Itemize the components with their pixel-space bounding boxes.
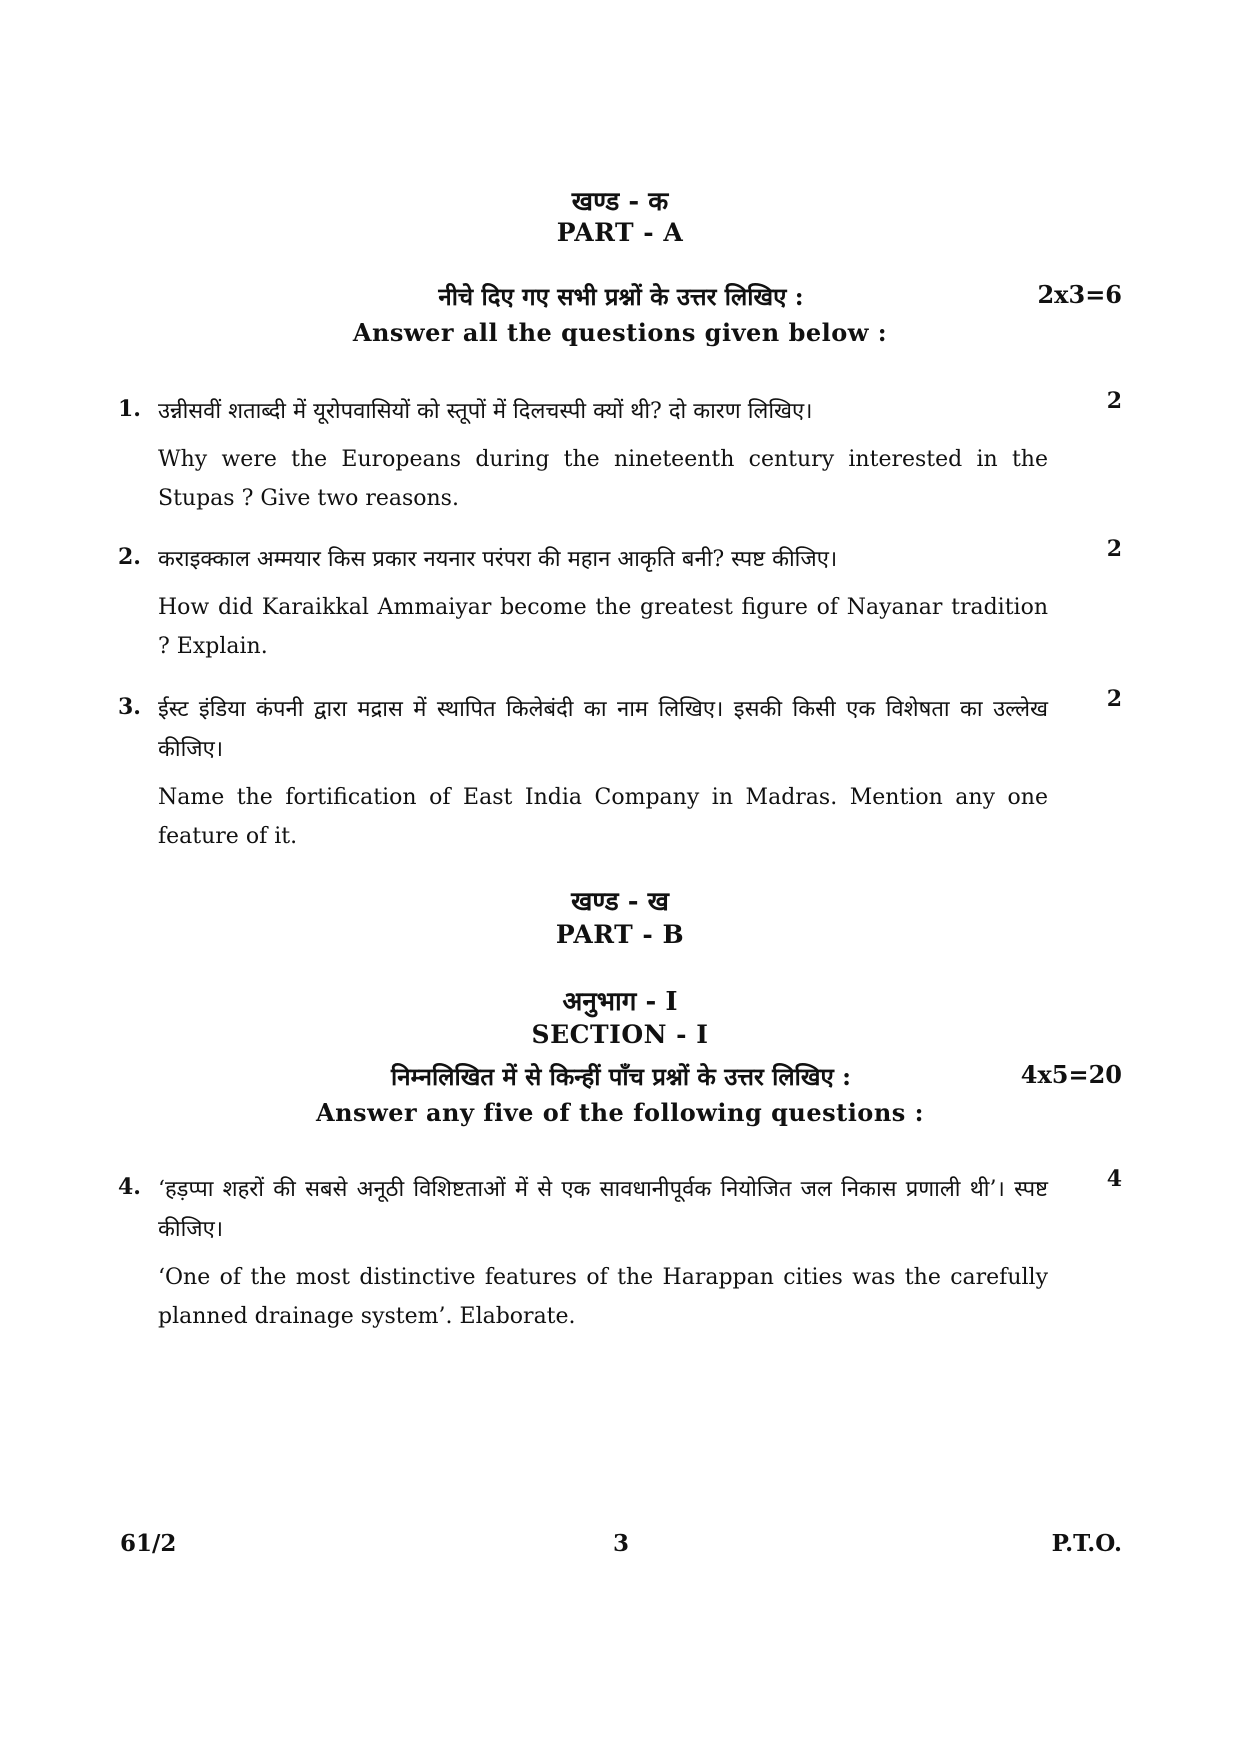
paper-code: 61/2 <box>120 1530 177 1557</box>
part-b-marks-scheme: 4x5=20 <box>1020 1060 1122 1089</box>
question-number: 2. <box>118 544 141 570</box>
question-text-english: Why were the Europeans during the nineteenth century interested in the Stupas ? Give two reasons. <box>158 447 1048 511</box>
question-text-english: How did Karaikkal Ammaiyar become the greatest figure of Nayanar tradition ? Explain. <box>158 595 1048 659</box>
question-text-hindi: कराइक्काल अम्मयार किस प्रकार नयनार परंपरा की महान आकृति बनी? स्पष्ट कीजिए। <box>158 547 838 572</box>
part-a-instruction-hindi: नीचे दिए गए सभी प्रश्नों के उत्तर लिखिए : <box>438 282 804 311</box>
question-marks: 4 <box>1106 1166 1122 1192</box>
part-b-instruction-english: Answer any five of the following questions : <box>315 1098 924 1127</box>
question-number: 1. <box>118 396 141 422</box>
part-b-instruction-hindi-row <box>120 1060 1122 1100</box>
question-text-hindi: ईस्ट इंडिया कंपनी द्वारा मद्रास में स्थापित किलेबंदी का नाम लिखिए। इसकी किसी एक विशेषता का उल्लेख कीजिए। <box>158 697 1048 762</box>
question-number: 4. <box>118 1174 141 1200</box>
question-number: 3. <box>118 694 141 720</box>
part-a-instruction-hindi-row <box>120 280 1122 320</box>
part-b-instruction-hindi: निम्नलिखित में से किन्हीं पाँच प्रश्नों के उत्तर लिखिए : <box>391 1062 851 1091</box>
question-marks: 2 <box>1106 388 1122 414</box>
part-a-heading: PART - A <box>556 218 684 247</box>
part-b-heading: PART - B <box>555 920 685 949</box>
question-text-hindi: उन्नीसवीं शताब्दी में यूरोपवासियों को स्तूपों में दिलचस्पी क्यों थी? दो कारण लिखिए। <box>158 399 813 424</box>
section-heading: SECTION - I <box>531 1020 709 1049</box>
page-footer <box>120 1530 1122 1570</box>
question-marks: 2 <box>1106 536 1122 562</box>
question-text-hindi: ‘हड़प्पा शहरों की सबसे अनूठी विशिष्टताओं में से एक सावधानीपूर्वक नियोजित जल निकास प्रणाली थी’। स्पष्ट कीजिए। <box>158 1177 1048 1242</box>
part-a-instruction-english: Answer all the questions given below : <box>352 318 888 347</box>
part-a-marks-scheme: 2x3=6 <box>1037 280 1122 309</box>
pto-label: P.T.O. <box>1051 1530 1122 1557</box>
page-number: 3 <box>612 1530 629 1557</box>
question-text-english: ‘One of the most distinctive features of the Harappan cities was the carefully planned drainage system’. Elaborate. <box>158 1265 1048 1329</box>
section-hindi-heading: अनुभाग - I <box>562 987 678 1017</box>
part-b-hindi-heading: खण्ड - ख <box>571 887 669 917</box>
question-text-english: Name the fortification of East India Company in Madras. Mention any one feature of it. <box>158 785 1048 849</box>
question-marks: 2 <box>1106 686 1122 712</box>
part-a-hindi-heading: खण्ड - क <box>571 187 669 217</box>
